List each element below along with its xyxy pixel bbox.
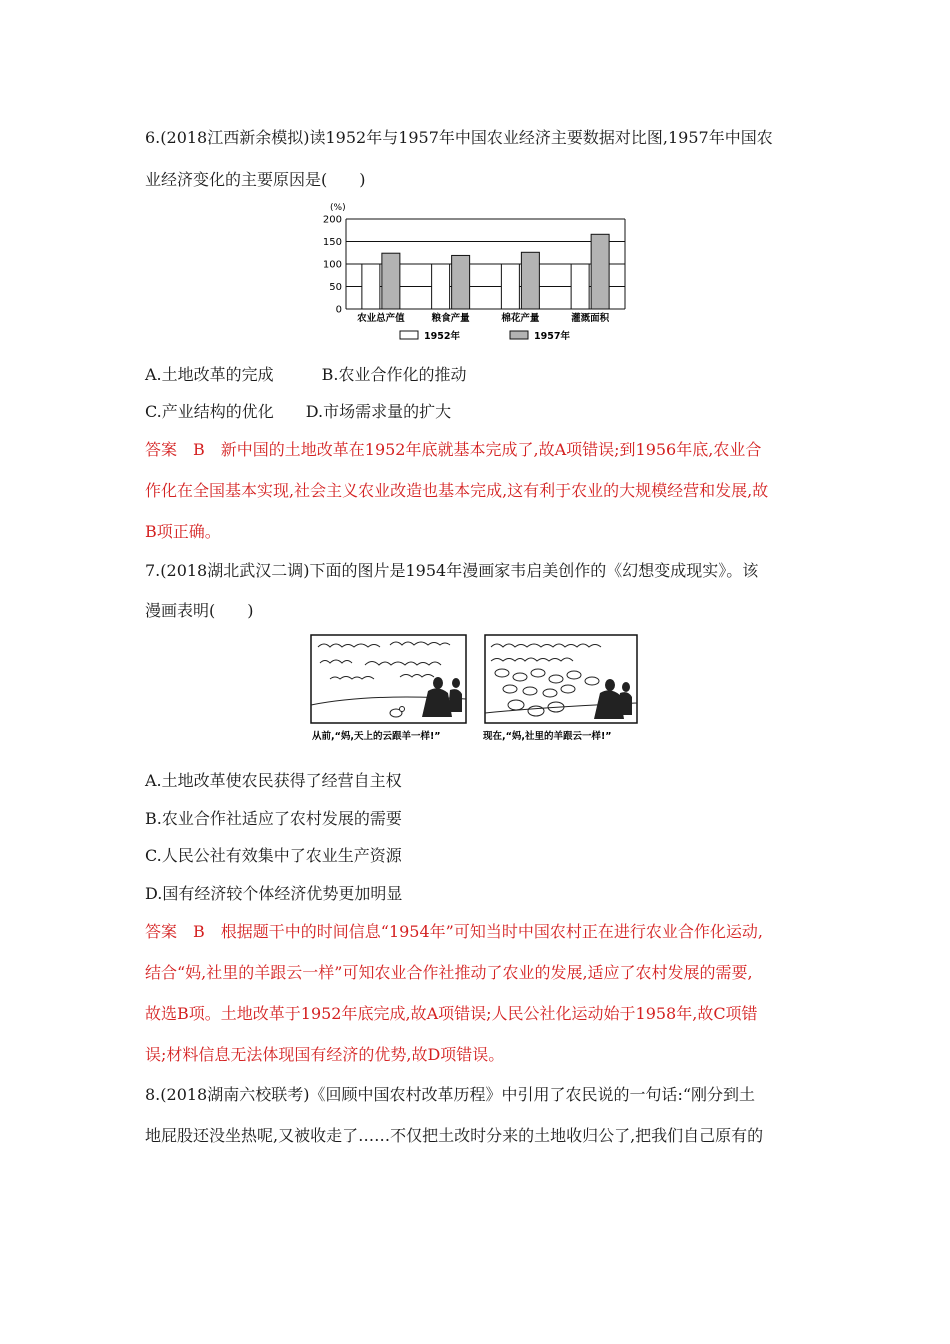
q7-option-c: C.人民公社有效集中了农业生产资源 (145, 846, 402, 865)
x-category-label: 粮食产量 (431, 313, 470, 324)
q6-option-line-2: C.产业结构的优化 D.市场需求量的扩大 (145, 402, 452, 421)
q7-answer-line-4: 误;材料信息无法体现国有经济的优势,故D项错误。 (145, 1045, 505, 1064)
bar (452, 255, 470, 309)
bar (571, 264, 589, 309)
x-category-label: 灌溉面积 (571, 313, 610, 324)
y-tick-label: 50 (329, 282, 342, 293)
q7-answer-line-3: 故选B项。土地改革于1952年底完成,故A项错误;人民公社化运动始于1958年,故C项错 (145, 1004, 758, 1023)
chart-legend (400, 330, 570, 342)
y-tick-label: 200 (322, 214, 342, 226)
q6-answer-line-2: 作化在全国基本实现,社会主义农业改造也基本完成,这有利于农业的大规模经营和发展,故 (145, 481, 769, 500)
chart-bars (362, 234, 609, 309)
q7-stem-line-1: 7.(2018湖北武汉二调)下面的图片是1954年漫画家韦启美创作的《幻想变成现实》。该 (145, 561, 759, 580)
q6-answer-line-1: 答案 B 新中国的土地改革在1952年底就基本完成了,故A项错误;到1956年底,农业合 (145, 440, 762, 459)
q7-option-a: A.土地改革使农民获得了经营自主权 (145, 771, 402, 790)
legend-swatch (510, 331, 528, 339)
q8-stem-line-1: 8.(2018湖南六校联考)《回顾中国农村改革历程》中引用了农民说的一句话:“刚分到土 (145, 1085, 756, 1104)
q6-stem-line-1: 6.(2018江西新余模拟)读1952年与1957年中国农业经济主要数据对比图,1957年中国农 (145, 128, 773, 147)
y-tick-label: 0 (335, 304, 342, 316)
x-category-label: 农业总产值 (357, 313, 405, 324)
cartoon-caption-left: 从前,“妈,天上的云跟羊一样!” (312, 731, 441, 742)
bar (382, 253, 400, 309)
bar (521, 252, 539, 309)
legend-swatch (400, 331, 418, 339)
q6-option-line-1: A.土地改革的完成 B.农业合作化的推动 (145, 365, 467, 384)
q8-stem-line-2: 地屁股还没坐热呢,又被收走了……不仅把土改时分来的土地收归公了,把我们自己原有的 (145, 1126, 764, 1145)
q7-cartoon (310, 633, 640, 745)
y-tick-label: 100 (322, 259, 342, 271)
q7-option-b: B.农业合作社适应了农村发展的需要 (145, 809, 402, 828)
q7-answer-line-2: 结合“妈,社里的羊跟云一样”可知农业合作社推动了农业的发展,适应了农村发展的需要, (145, 963, 753, 982)
bar (591, 234, 609, 309)
chart-categories (357, 312, 610, 324)
bar (432, 264, 450, 309)
q6-bar-chart (310, 197, 640, 345)
chart-ylabel: (%) (330, 203, 346, 213)
cartoon-panel-right (485, 635, 637, 723)
legend-label: 1952年 (424, 331, 460, 342)
x-category-label: 棉花产量 (501, 313, 540, 324)
chart-yticks (323, 215, 342, 316)
q6-answer-line-3: B项正确。 (145, 522, 221, 541)
q7-stem-line-2: 漫画表明( ) (145, 601, 254, 620)
bar (362, 264, 380, 309)
cartoon-panel-left (311, 635, 466, 723)
bar (501, 264, 519, 309)
y-tick-label: 150 (322, 237, 342, 248)
cartoon-caption-right: 现在,“妈,社里的羊跟云一样!” (483, 731, 612, 742)
q6-stem-line-2: 业经济变化的主要原因是( ) (145, 170, 366, 189)
q7-answer-line-1: 答案 B 根据题干中的时间信息“1954年”可知当时中国农村正在进行农业合作化运动, (145, 922, 763, 941)
q7-option-d: D.国有经济较个体经济优势更加明显 (145, 884, 403, 903)
legend-label: 1957年 (534, 331, 570, 342)
